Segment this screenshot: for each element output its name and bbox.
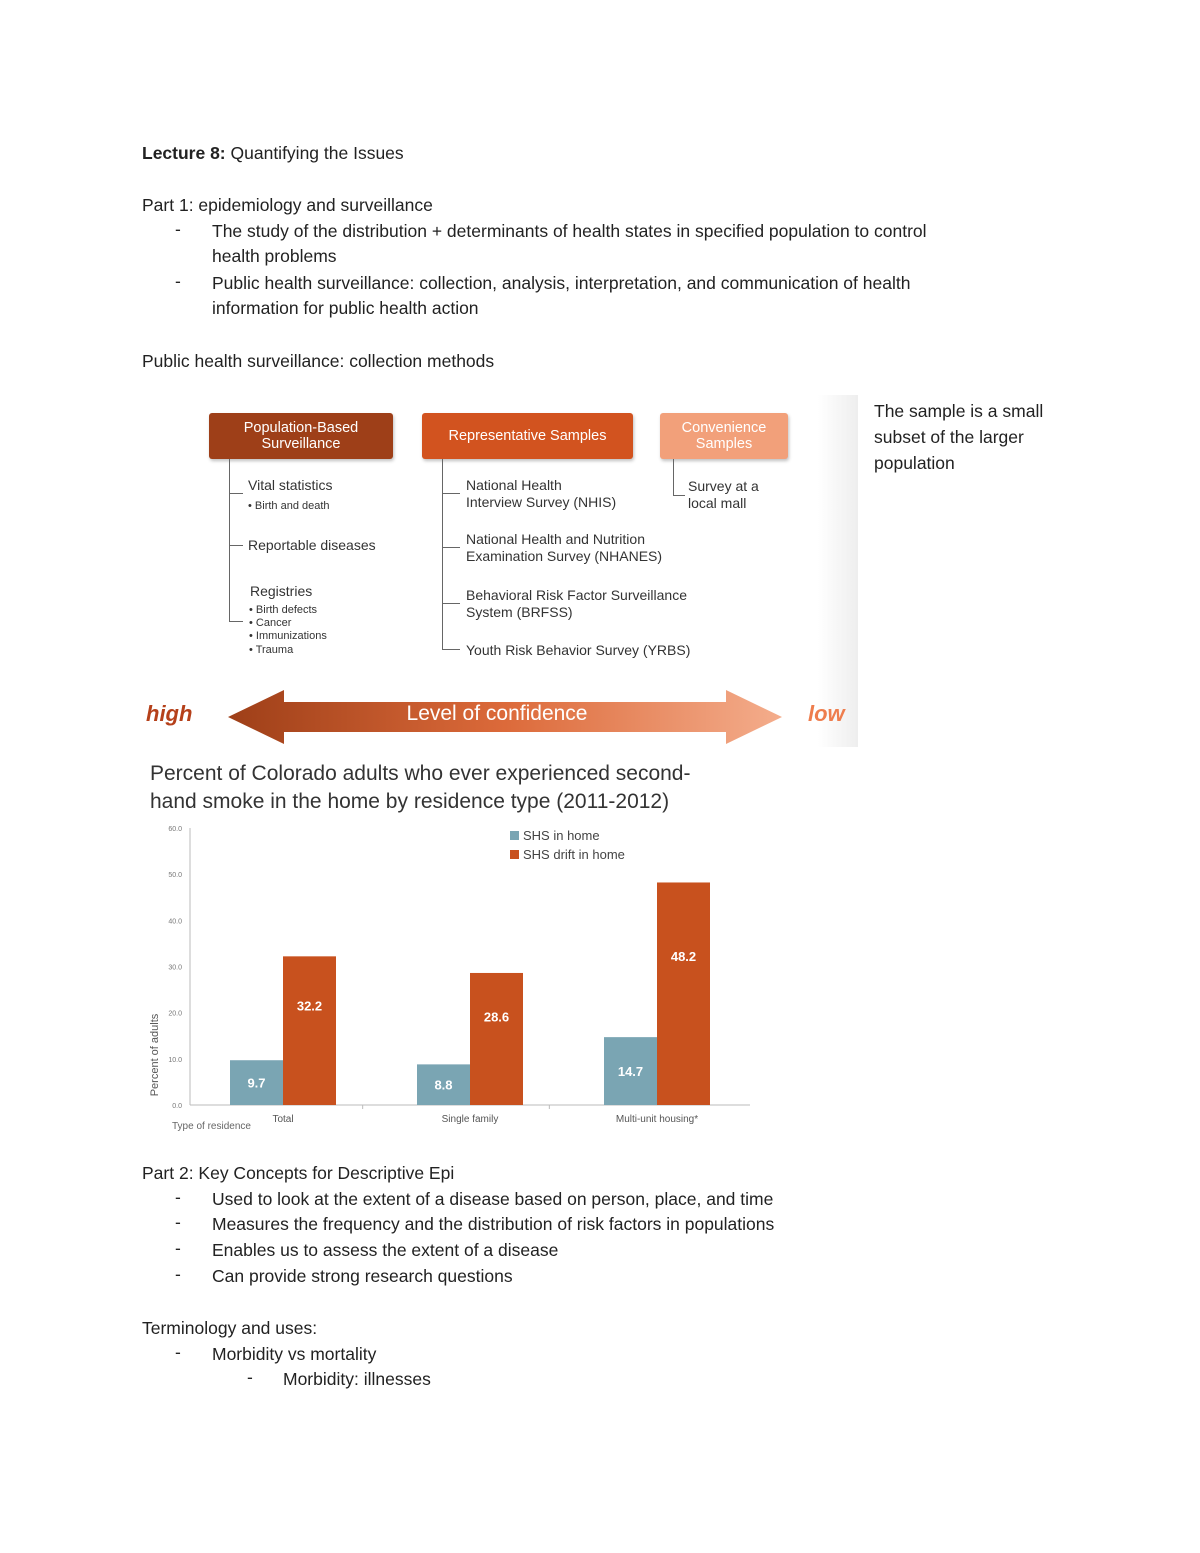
chart-plot — [142, 822, 762, 1132]
survey-mall-line2: local mall — [688, 495, 747, 511]
part1-bullet-2-cont: information for public health action — [212, 298, 479, 318]
brfss-line2: System (BRFSS) — [466, 604, 573, 620]
immunizations: • Immunizations — [249, 630, 327, 642]
bar-shs-drift — [657, 882, 710, 1105]
shs-chart — [142, 760, 762, 1135]
birth-defects: • Birth defects — [249, 604, 318, 616]
tree-branch — [229, 545, 243, 546]
tree-branch — [673, 495, 685, 496]
tree-branch — [229, 621, 243, 622]
bar-shs-drift — [470, 973, 523, 1105]
nhanes-line2: Examination Survey (NHANES) — [466, 548, 663, 564]
nhis-line2: Interview Survey (NHIS) — [466, 494, 617, 510]
bullet-dash: - — [175, 1212, 181, 1232]
part1-bullet-2: Public health surveillance: collection, analysis, interpretation, and communication of health — [212, 273, 911, 293]
bullet-dash: - — [175, 1238, 181, 1258]
nhis-line1: National Health — [466, 477, 562, 493]
data-label: 28.6 — [483, 1009, 510, 1025]
bar-shs-drift — [283, 956, 336, 1105]
survey-mall-line1: Survey at a — [688, 478, 759, 494]
tree-line — [229, 459, 230, 621]
cancer: • Cancer — [249, 617, 292, 629]
lecture-label: Lecture 8: — [142, 143, 226, 163]
tree-branch — [442, 493, 460, 494]
bullet-dash: - — [175, 1187, 181, 1207]
yrbs: Youth Risk Behavior Survey (YRBS) — [466, 642, 691, 658]
brfss-line1: Behavioral Risk Factor Surveillance — [466, 587, 687, 603]
tree-branch — [442, 547, 460, 548]
legend-label: SHS in home — [523, 828, 600, 843]
y-tick-label: 50.0 — [168, 872, 182, 880]
x-tick-label: Multi-unit housing* — [615, 1114, 699, 1125]
vital-statistics: Vital statistics — [248, 477, 333, 493]
terminology-item: Morbidity vs mortality — [212, 1344, 377, 1364]
data-label: 14.7 — [617, 1064, 644, 1080]
bullet-dash: - — [175, 1342, 181, 1362]
part1-bullet-1: The study of the distribution + determinants of health states in specified population to control — [212, 221, 927, 241]
collection-heading: Public health surveillance: collection methods — [142, 351, 495, 371]
x-tick-label: Single family — [441, 1114, 499, 1125]
birth-and-death: • Birth and death — [248, 500, 330, 512]
confidence-high-label: high — [146, 701, 193, 726]
registries: Registries — [250, 583, 313, 599]
y-tick-label: 30.0 — [168, 964, 182, 972]
part2-heading: Part 2: Key Concepts for Descriptive Epi — [142, 1163, 455, 1183]
tree-branch — [442, 603, 460, 604]
bullet-dash: - — [175, 1264, 181, 1284]
y-tick-label: 10.0 — [168, 1056, 182, 1064]
reportable-diseases: Reportable diseases — [248, 537, 376, 553]
part1-heading: Part 1: epidemiology and surveillance — [142, 195, 433, 215]
representative-samples-header: Representative Samples — [422, 413, 633, 459]
data-label: 32.2 — [296, 998, 323, 1014]
trauma: • Trauma — [249, 644, 294, 656]
data-label: 8.8 — [434, 1077, 453, 1093]
side-note: The sample is a small subset of the larger population — [874, 401, 1044, 473]
lecture-topic: Quantifying the Issues — [225, 143, 404, 163]
part2-bullet-3: Enables us to assess the extent of a disease — [212, 1240, 559, 1260]
bullet-dash: - — [175, 219, 181, 239]
terminology-subitem: Morbidity: illnesses — [283, 1369, 431, 1389]
part2-bullet-4: Can provide strong research questions — [212, 1266, 513, 1286]
data-label: 48.2 — [670, 948, 697, 964]
legend-swatch — [510, 831, 519, 840]
convenience-samples-header: Convenience Samples — [660, 413, 788, 459]
part1-bullet-1-cont: health problems — [212, 246, 337, 266]
confidence-low-label: low — [808, 701, 845, 726]
tree-branch — [229, 493, 243, 494]
y-axis-label: Percent of adults — [149, 1013, 161, 1097]
bullet-dash: - — [175, 271, 181, 291]
confidence-center-label: Level of confidence — [406, 702, 588, 725]
tree-line — [673, 459, 674, 495]
legend-swatch — [510, 850, 519, 859]
population-based-header: Population-Based Surveillance — [209, 413, 393, 459]
chart-title: Percent of Colorado adults who ever experienced second- hand smoke in the home by residence type (2011-2012) — [150, 762, 691, 813]
nhanes-line1: National Health and Nutrition — [466, 531, 645, 547]
terminology-heading: Terminology and uses: — [142, 1318, 318, 1338]
x-axis-label: Type of residence — [172, 1121, 251, 1132]
surveillance-diagram — [142, 395, 858, 747]
tree-line — [442, 459, 443, 649]
part2-bullet-2: Measures the frequency and the distribution of risk factors in populations — [212, 1214, 775, 1234]
data-label: 9.7 — [247, 1075, 266, 1091]
legend-label: SHS drift in home — [523, 847, 625, 862]
y-tick-label: 0.0 — [172, 1103, 182, 1110]
bullet-dash: - — [247, 1367, 253, 1387]
x-tick-label: Total — [272, 1114, 294, 1125]
y-tick-label: 40.0 — [168, 918, 182, 926]
y-tick-label: 60.0 — [168, 826, 182, 833]
lecture-title — [142, 141, 404, 166]
part2-bullet-1: Used to look at the extent of a disease based on person, place, and time — [212, 1189, 774, 1209]
tree-branch — [442, 649, 460, 650]
y-tick-label: 20.0 — [168, 1010, 182, 1018]
